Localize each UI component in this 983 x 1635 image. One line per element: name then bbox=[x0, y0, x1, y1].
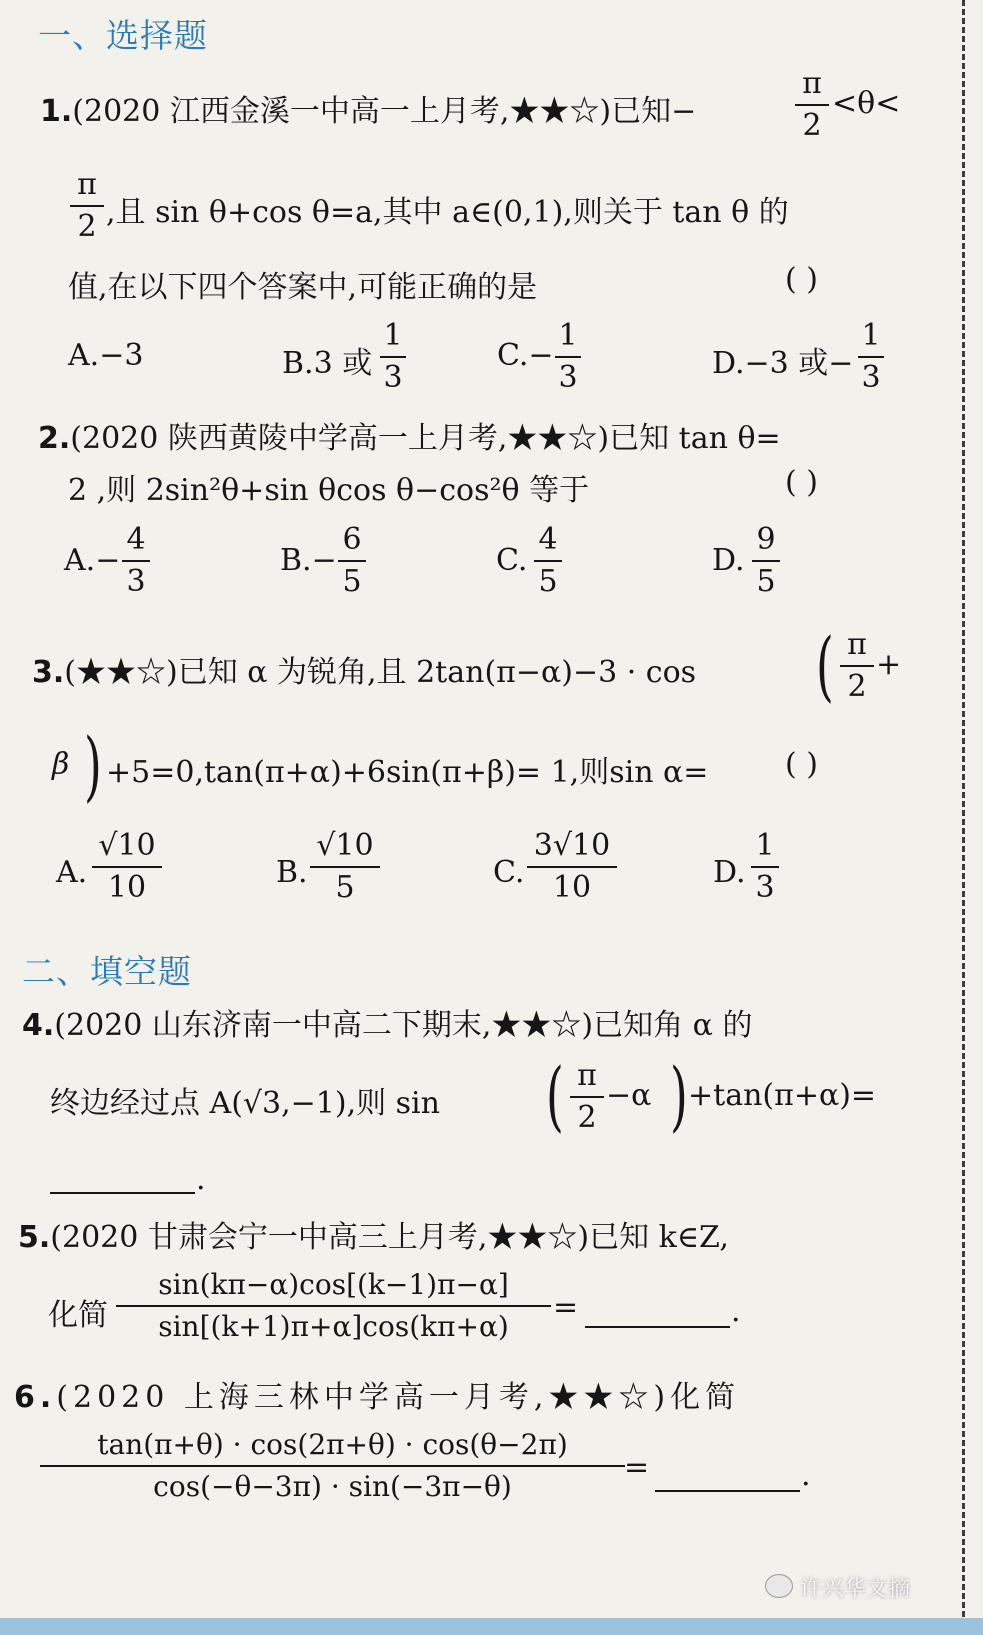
question-stem-line-1: (2020 上海三林中学高一月考,★★☆)化简 bbox=[56, 1380, 741, 1415]
period: . bbox=[731, 1294, 741, 1329]
equals-sign: = bbox=[553, 1290, 579, 1325]
option-d-fraction: 1 3 bbox=[751, 826, 779, 908]
option-d: D.−3 或− bbox=[712, 346, 854, 381]
question-stem-line-2: ,且 sin θ+cos θ=a,其中 a∈(0,1),则关于 tan θ 的 bbox=[106, 195, 789, 230]
option-b-label: B.− bbox=[280, 543, 337, 578]
bottom-color-strip bbox=[0, 1618, 983, 1635]
question-number: 1. bbox=[40, 94, 73, 129]
option-a-label: A. bbox=[56, 855, 88, 890]
answer-parentheses: ( ) bbox=[785, 262, 818, 297]
section-heading-multiple-choice: 一、选择题 bbox=[38, 16, 208, 55]
option-c-label: C. bbox=[493, 855, 525, 890]
question-stem-line-1: (2020 甘肃会宁一中高三上月考,★★☆)已知 k∈Z, bbox=[50, 1220, 729, 1255]
option-c-label: C. bbox=[496, 543, 528, 578]
wechat-icon bbox=[765, 1574, 793, 1598]
question-number: 5. bbox=[18, 1220, 51, 1255]
answer-blank bbox=[50, 1192, 195, 1194]
expression-fraction bbox=[116, 1265, 551, 1347]
question-number: 6. bbox=[14, 1380, 57, 1415]
fraction-pi-over-2: π 2 bbox=[795, 64, 829, 146]
left-parenthesis-large: ( bbox=[816, 621, 834, 710]
fraction-pi-over-2: π 2 bbox=[70, 165, 104, 247]
plus-sign: + bbox=[876, 647, 902, 682]
question-stem-line-2-end: +tan(π+α)= bbox=[688, 1078, 877, 1113]
fraction-1-over-3: 1 3 bbox=[555, 316, 581, 398]
question-stem-line-3: 值,在以下四个答案中,可能正确的是 bbox=[68, 270, 538, 305]
option-d-fraction: 9 5 bbox=[752, 520, 780, 602]
right-parenthesis-large: ) bbox=[84, 721, 102, 810]
beta-symbol: β bbox=[52, 747, 70, 782]
right-parenthesis-large: ) bbox=[670, 1051, 688, 1140]
question-number: 4. bbox=[22, 1008, 55, 1043]
section-heading-fill-in: 二、填空题 bbox=[22, 952, 192, 991]
option-a: A.−3 bbox=[68, 338, 144, 373]
question-number: 3. bbox=[32, 655, 65, 690]
option-a-fraction: 4 3 bbox=[122, 520, 150, 602]
option-c: C.− bbox=[497, 338, 554, 373]
option-b: B.3 或 bbox=[282, 346, 373, 381]
option-a-label: A.− bbox=[64, 543, 121, 578]
numerator: sin(kπ−α)cos[(k−1)π−α] bbox=[158, 1268, 509, 1301]
period: . bbox=[801, 1458, 811, 1493]
page-edge-dashed-border bbox=[962, 0, 965, 1635]
option-b-fraction: 6 5 bbox=[338, 520, 366, 602]
question-stem-line-1: (2020 江西金溪一中高一上月考,★★☆)已知− bbox=[72, 94, 697, 129]
option-d-label: D. bbox=[713, 855, 746, 890]
equals-sign: = bbox=[624, 1450, 650, 1485]
watermark-text: 许兴华文摘 bbox=[800, 1577, 911, 1602]
fraction-pi-over-2: π 2 bbox=[840, 625, 874, 707]
option-c-fraction: 4 5 bbox=[534, 520, 562, 602]
fraction-pi-over-2: π 2 bbox=[570, 1056, 604, 1138]
question-stem-line-2: +5=0,tan(π+α)+6sin(π+β)= 1,则sin α= bbox=[106, 755, 709, 790]
denominator: cos(−θ−3π) · sin(−3π−θ) bbox=[153, 1470, 512, 1503]
question-number: 2. bbox=[38, 421, 71, 456]
answer-parentheses: ( ) bbox=[785, 747, 818, 782]
simplify-label: 化简 bbox=[48, 1298, 108, 1333]
answer-blank bbox=[585, 1326, 730, 1328]
left-parenthesis-large: ( bbox=[546, 1051, 564, 1140]
option-b-label: B. bbox=[276, 855, 308, 890]
question-stem-line-2: 终边经过点 A(√3,−1),则 sin bbox=[50, 1086, 440, 1121]
fraction-1-over-3: 1 3 bbox=[858, 316, 884, 398]
numerator: tan(π+θ) · cos(2π+θ) · cos(θ−2π) bbox=[97, 1428, 568, 1461]
period: . bbox=[196, 1162, 206, 1197]
option-b-fraction: √10 5 bbox=[310, 826, 380, 908]
option-d-label: D. bbox=[712, 543, 745, 578]
question-stem-line-1: (2020 陕西黄陵中学高一上月考,★★☆)已知 tan θ= bbox=[70, 421, 781, 456]
denominator: sin[(k+1)π+α]cos(kπ+α) bbox=[158, 1310, 509, 1343]
expression-fraction bbox=[40, 1425, 625, 1507]
inequality-text: <θ< bbox=[832, 86, 901, 121]
question-stem-line-2: 2 ,则 2sin²θ+sin θcos θ−cos²θ 等于 bbox=[68, 473, 590, 508]
option-a-fraction: √10 10 bbox=[92, 826, 162, 908]
answer-blank bbox=[655, 1490, 800, 1492]
option-c-fraction: 3√10 10 bbox=[527, 826, 617, 908]
fraction-1-over-3: 1 3 bbox=[380, 316, 406, 398]
answer-parentheses: ( ) bbox=[785, 465, 818, 500]
question-stem-line-1: (★★☆)已知 α 为锐角,且 2tan(π−α)−3 · cos bbox=[64, 655, 697, 690]
question-stem-line-1: (2020 山东济南一中高二下期末,★★☆)已知角 α 的 bbox=[54, 1008, 753, 1043]
minus-alpha: −α bbox=[606, 1078, 652, 1113]
